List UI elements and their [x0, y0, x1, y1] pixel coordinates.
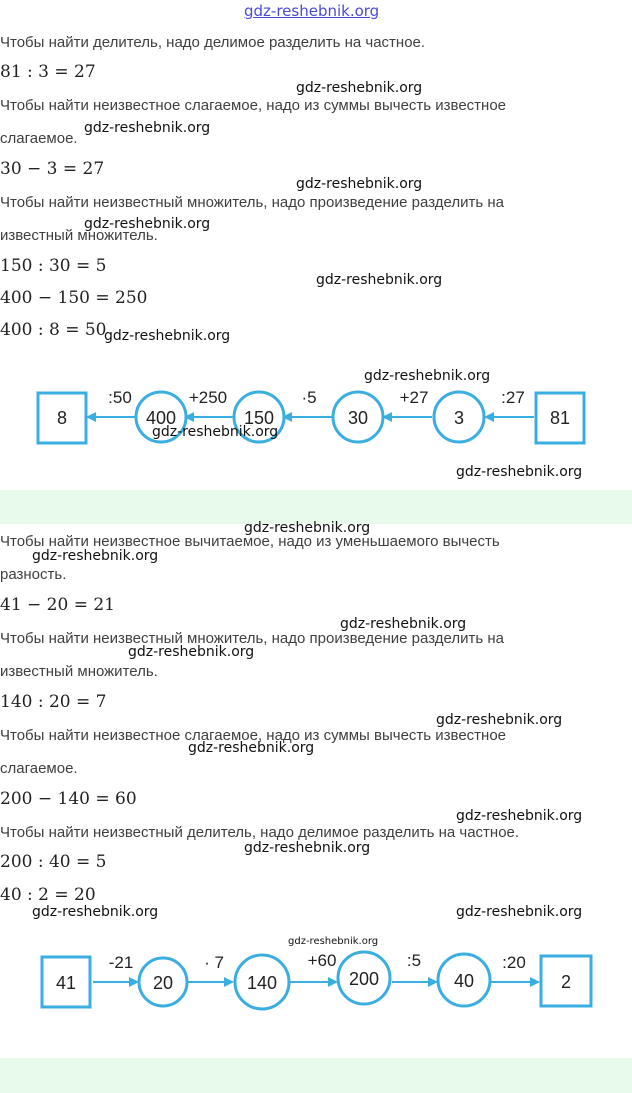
watermark-text: gdz-reshebnik.org — [84, 120, 211, 136]
rule-text: Чтобы найти делитель, надо делимое разделить на частное. — [0, 34, 426, 51]
watermark-text: gdz-reshebnik.org — [244, 520, 371, 536]
chain-op-label: · 7 — [204, 953, 224, 972]
chain-op-label: :5 — [406, 951, 422, 970]
watermark-text: gdz-reshebnik.org — [340, 616, 467, 632]
chain-op-label: -21 — [108, 953, 134, 972]
rule-text: Чтобы найти неизвестный делитель, надо делимое разделить на частное. — [0, 824, 520, 841]
equation: 41 − 20 = 21 — [0, 595, 115, 615]
watermark-text: gdz-reshebnik.org — [316, 272, 443, 288]
watermark-text: gdz-reshebnik.org — [436, 712, 563, 728]
equation: 30 − 3 = 27 — [0, 159, 105, 179]
rule-text: известный множитель. — [0, 227, 158, 244]
chain-node-label: 81 — [549, 408, 571, 428]
chain-node-label: 400 — [145, 408, 177, 428]
chain-node-label: 8 — [56, 408, 68, 428]
chain-op-label: :27 — [501, 388, 525, 407]
chain-op-label: :20 — [502, 953, 526, 972]
chain-node-label: 30 — [347, 408, 369, 428]
chain-diagram-1 — [0, 365, 632, 475]
chain-node-label: 200 — [348, 969, 380, 989]
watermark-text: gdz-reshebnik.org — [128, 644, 255, 660]
equation: 400 − 150 = 250 — [0, 288, 148, 308]
equation: 150 : 30 = 5 — [0, 256, 107, 276]
watermark-text: gdz-reshebnik.org — [32, 904, 159, 920]
section-divider-band — [0, 1058, 632, 1093]
chain-node-label: 41 — [55, 973, 77, 993]
rule-text: Чтобы найти неизвестное вычитаемое, надо из уменьшаемого вычесть — [0, 533, 500, 550]
chain-op-label: +27 — [399, 388, 429, 407]
rule-text: Чтобы найти неизвестное слагаемое, надо из суммы вычесть известное — [0, 97, 507, 114]
chain-node-label: 150 — [243, 408, 275, 428]
rule-text: Чтобы найти неизвестный множитель, надо произведение разделить на — [0, 630, 504, 647]
watermark-text: gdz-reshebnik.org — [296, 176, 423, 192]
rule-text: известный множитель. — [0, 663, 158, 680]
chain-op-label: +250 — [188, 388, 228, 407]
equation: 200 : 40 = 5 — [0, 852, 107, 872]
chain-op-label: ·5 — [301, 388, 317, 407]
equation: 40 : 2 = 20 — [0, 885, 96, 905]
watermark-text: gdz-reshebnik.org — [32, 548, 159, 564]
watermark-text: gdz-reshebnik.org — [296, 80, 423, 96]
watermark-text: gdz-reshebnik.org — [244, 840, 371, 856]
chain-node-label: 140 — [246, 973, 278, 993]
watermark-text: gdz-reshebnik.org — [364, 368, 491, 384]
rule-text: Чтобы найти неизвестное слагаемое, надо из суммы вычесть известное — [0, 727, 507, 744]
chain-node-label: 40 — [453, 971, 475, 991]
equation: 400 : 8 = 50 — [0, 320, 107, 340]
watermark-text: gdz-reshebnik.org — [104, 328, 231, 344]
chain-op-label: +60 — [307, 951, 337, 970]
watermark-text: gdz-reshebnik.org — [152, 424, 279, 440]
watermark-text: gdz-reshebnik.org — [456, 808, 583, 824]
rule-text: слагаемое. — [0, 760, 78, 777]
equation: 81 : 3 = 27 — [0, 62, 96, 82]
watermark-top: gdz-reshebnik.org — [244, 2, 380, 20]
chain-node-label: 3 — [453, 408, 465, 428]
rule-text: Чтобы найти неизвестный множитель, надо произведение разделить на — [0, 194, 504, 211]
watermark-text: gdz-reshebnik.org — [456, 464, 583, 480]
watermark-text: gdz-reshebnik.org — [288, 936, 379, 947]
rule-text: слагаемое. — [0, 130, 78, 147]
chain-node-label: 20 — [152, 973, 174, 993]
watermark-text: gdz-reshebnik.org — [84, 216, 211, 232]
chain-node-label: 2 — [560, 972, 572, 992]
rule-text: разность. — [0, 566, 67, 583]
equation: 140 : 20 = 7 — [0, 692, 107, 712]
equation: 200 − 140 = 60 — [0, 789, 137, 809]
chain-diagram-2 — [0, 938, 632, 1028]
chain-op-label: :50 — [108, 388, 132, 407]
watermark-text: gdz-reshebnik.org — [456, 904, 583, 920]
section-divider-band — [0, 490, 632, 524]
watermark-text: gdz-reshebnik.org — [188, 740, 315, 756]
